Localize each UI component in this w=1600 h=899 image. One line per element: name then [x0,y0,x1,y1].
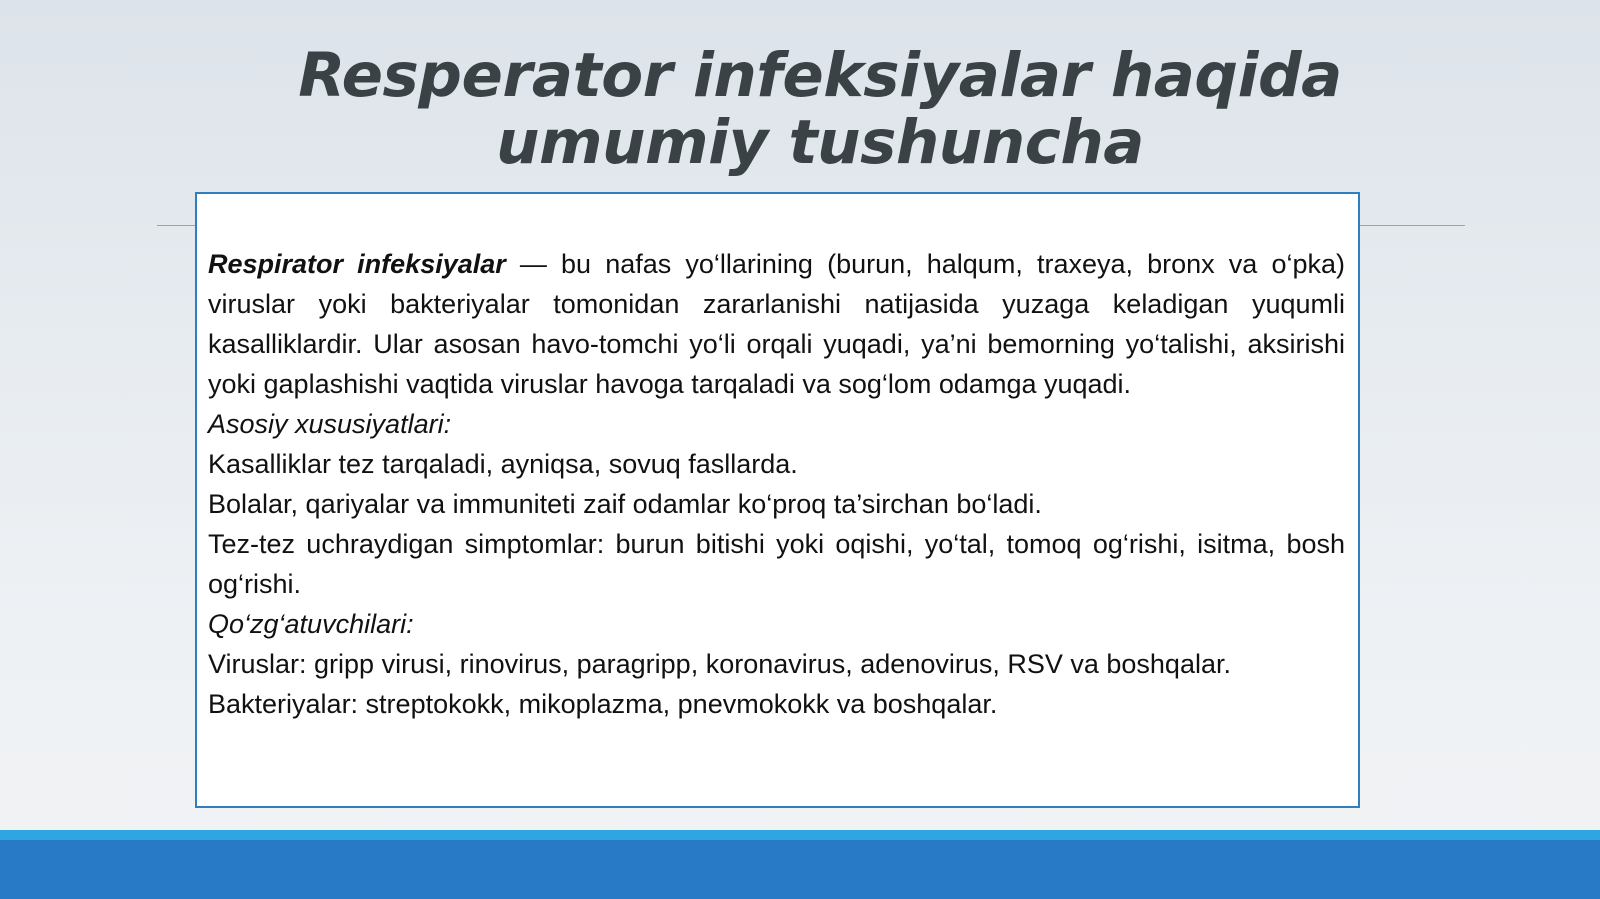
footer-band [0,840,1600,899]
cause-item: Viruslar: gripp virusi, rinovirus, paragripp, koronavirus, adenovirus, RSV va boshqalar. [208,649,1231,679]
feature-item: Bolalar, qariyalar va immuniteti zaif odamlar ko‘proq ta’sirchan bo‘ladi. [208,489,1042,519]
feature-item: Tez-tez uchraydigan simptomlar: burun bitishi yoki oqishi, yo‘tal, tomoq og‘rishi, isitma, bosh og‘rishi. [208,529,1345,599]
slide-title [250,42,1390,176]
causes-heading: Qo‘zg‘atuvchilari: [208,609,414,639]
slide-title-line-2: umumiy tushuncha [496,107,1144,178]
definition-term: Respirator infeksiyalar [208,249,506,279]
content-text-box [195,192,1360,808]
footer-accent-stripe [0,830,1600,840]
definition-paragraph [208,244,1345,404]
definition-text: — bu nafas yo‘llarining (burun, halqum, traxeya, bronx va o‘pka) viruslar yoki bakteriyalar tomonidan zararlanishi natijasida yuzaga keladigan yuqumli kasalliklardir. Ular asosan havo-tomchi yo‘li orqali yuqadi, ya’ni bemorning yo‘talishi, aksirishi yoki gaplashishi vaqtida viruslar havoga tarqaladi va sog‘lom odamga yuqadi. [208,249,1345,399]
features-heading: Asosiy xususiyatlari: [208,409,452,439]
feature-item: Kasalliklar tez tarqaladi, ayniqsa, sovuq fasllarda. [208,449,798,479]
slide-title-line-1: Resperator infeksiyalar haqida [298,40,1342,111]
cause-item: Bakteriyalar: streptokokk, mikoplazma, pnevmokokk va boshqalar. [208,689,998,719]
